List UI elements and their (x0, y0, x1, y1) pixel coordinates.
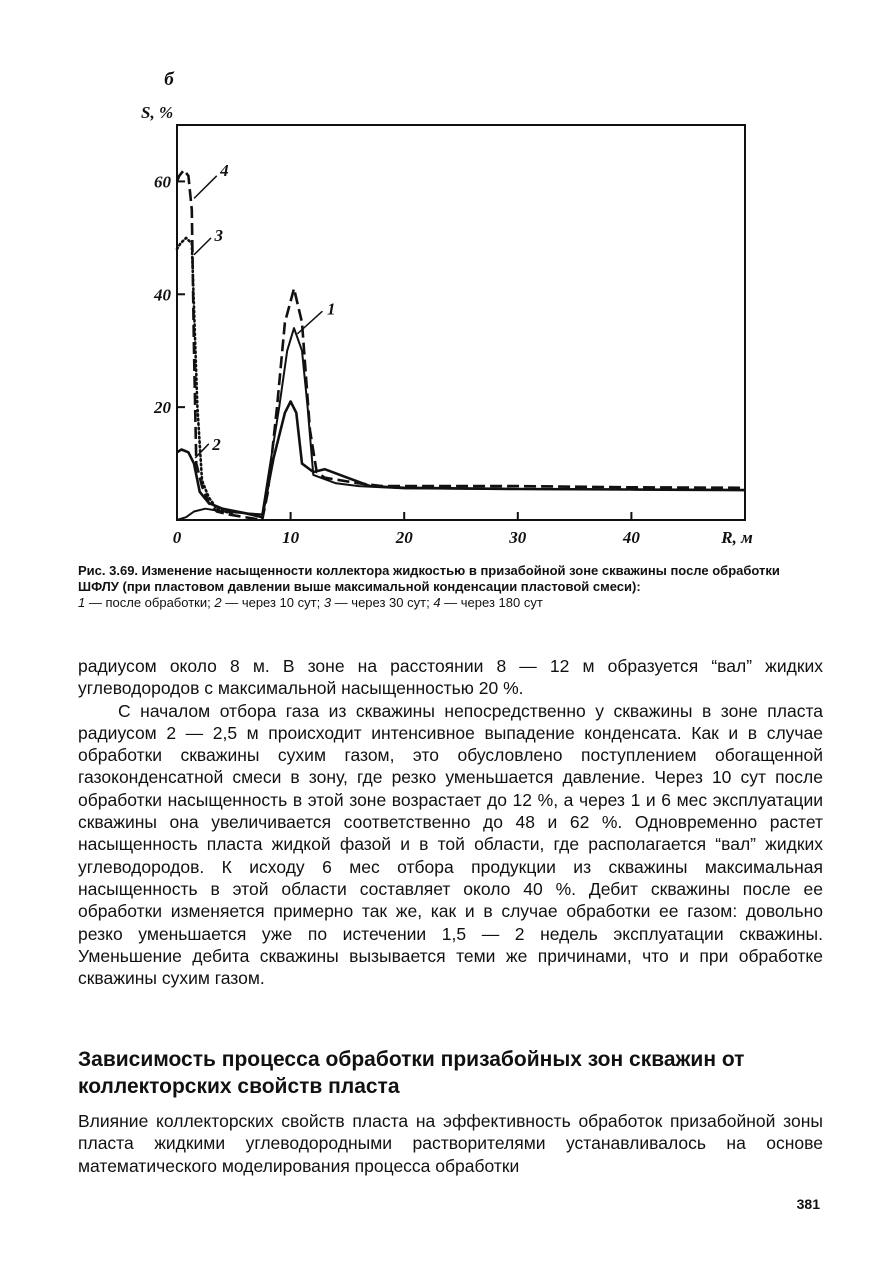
section-text (78, 1110, 823, 1177)
paragraph-1: радиусом около 8 м. В зоне на расстоянии 8 — 12 м образуется “вал” жидких углеводородов с максимальной насыщенностью 20 %. (78, 656, 823, 699)
x-tick-label-0: 0 (172, 528, 182, 547)
series-label-3: 3 (214, 226, 223, 246)
legend-num-3: 3 (323, 595, 332, 610)
legend-num-4: 4 (433, 595, 441, 610)
section-heading: Зависимость процесса обработки призабойных зон скважин от коллекторских свойств пласта (78, 1048, 745, 1098)
y-axis-label: S, % (141, 103, 174, 122)
caption-title: Рис. 3.69. Изменение насыщенности коллектора жидкостью в призабойной зоне скважины после обработки ШФЛУ (при пластовом давлении выше максимальной конденсации пластовой смеси): (78, 563, 780, 594)
series-callout-line-3 (194, 238, 211, 255)
legend-text-3: через 30 сут; (351, 595, 430, 610)
y-tick-label-40: 40 (154, 285, 171, 305)
paragraph-2: С началом отбора газа из скважины непосредственно у скважины в зоне пласта радиусом 2 — 2,5 м происходит интенсивное выпадение конденсата. Как и в случае обработки скважины сухим газом, это обусловлено поступлением обогащенной газоконденсатной смеси в зону, где резко уменьшается давление. Через 10 сут после обработки насыщенность в этой зоне возрастает до 12 %, а через 1 и 6 мес эксплуатации скважины она увеличивается соответственно до 48 и 62 %. Одновременно растет насыщенность пласта жидкой фазой и в той области, где располагается “вал” жидких углеводородов. К исходу 6 мес отбора продукции из скважины максимальная насыщенность в этой области составляет около 40 %. Дебит скважины после ее обработки изменяется примерно так же, как и в случае обработки ее газом: довольно резко уменьшается уже по истечении 1,5 — 2 недель эксплуатации скважины. Уменьшение дебита скважины вызывается теми же причинами, что и при обработке скважины сухим газом. (78, 700, 823, 989)
series-line-3 (177, 238, 234, 515)
legend-text-2: через 10 сут; (241, 595, 321, 610)
series-callout-line-4 (194, 176, 217, 199)
series-line-1 (177, 328, 745, 520)
x-tick-label-30: 30 (509, 528, 527, 547)
x-tick-label-20: 20 (395, 528, 413, 547)
body-text (78, 655, 823, 989)
x-axis-label: R, м (721, 528, 753, 547)
series-line-4 (177, 170, 745, 520)
figure-caption (78, 563, 823, 611)
legend-num-1: 1 (78, 595, 86, 610)
series-line-2 (177, 402, 745, 518)
legend-text-4: через 180 сут (460, 595, 543, 610)
series-label-2: 2 (212, 434, 221, 454)
panel-label: б (164, 69, 174, 90)
legend-num-2: 2 (214, 595, 222, 610)
series-label-4: 4 (220, 161, 229, 181)
x-tick-label-40: 40 (622, 528, 640, 547)
caption-legend: 1 — после обработки; 2 — через 10 сут; 3 — через 30 сут; 4 — через 180 сут (78, 595, 543, 610)
y-tick-label-60: 60 (154, 172, 171, 192)
page-number: 381 (796, 1196, 820, 1212)
legend-text-1: после обработки; (105, 595, 211, 610)
series-label-1: 1 (326, 299, 336, 319)
plot-frame (177, 125, 745, 520)
figure (100, 60, 800, 560)
paragraph-3: Влияние коллекторских свойств пласта на эффективность обработок призабойной зоны пласта жидкими углеводородными растворителями устанавливалось на основе математического моделирования процесса обработки (78, 1111, 823, 1176)
line-chart (100, 60, 800, 560)
x-tick-label-10: 10 (282, 528, 300, 547)
y-tick-label-20: 20 (154, 398, 171, 418)
